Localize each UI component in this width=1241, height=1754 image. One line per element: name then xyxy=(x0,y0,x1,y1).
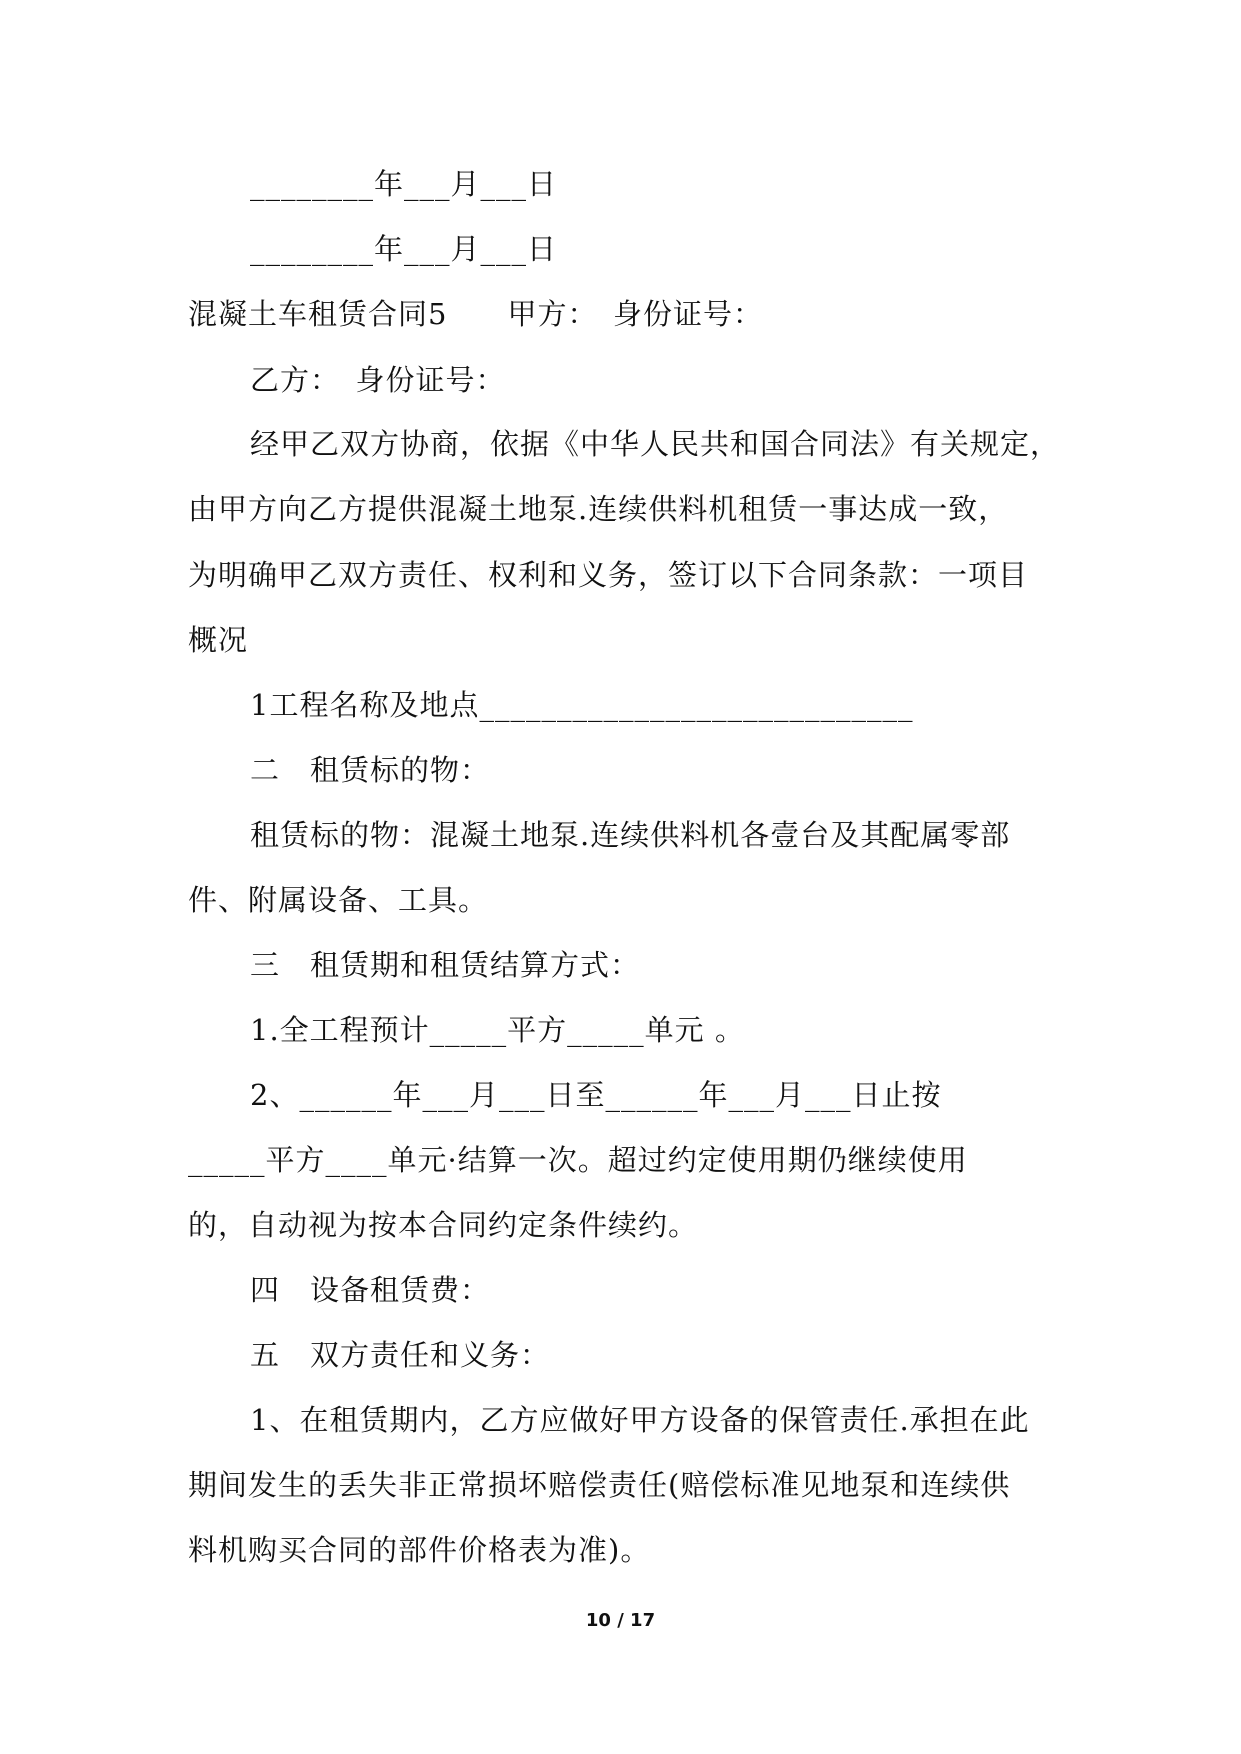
paragraph-line: 2、______年___月___日至______年___月___日止按 xyxy=(250,1078,942,1112)
section-heading: 二 租赁标的物： xyxy=(250,753,491,787)
contract-title-line: 混凝土车租赁合同5 甲方： 身份证号： xyxy=(188,297,763,331)
paragraph-line: 期间发生的丢失非正常损坏赔偿责任(赔偿标准见地泵和连续供 xyxy=(188,1468,1011,1502)
paragraph-line: 料机购买合同的部件价格表为准)。 xyxy=(188,1533,651,1567)
paragraph-line: 租赁标的物：混凝土地泵.连续供料机各壹台及其配属零部 xyxy=(250,818,1011,852)
paragraph-line: 1、在租赁期内，乙方应做好甲方设备的保管责任.承担在此 xyxy=(250,1403,1030,1437)
date-line-1: ________年___月___日 xyxy=(250,167,558,201)
date-line-2: ________年___月___日 xyxy=(250,232,558,266)
paragraph-line: 的，自动视为按本合同约定条件续约。 xyxy=(188,1208,699,1242)
section-heading: 四 设备租赁费： xyxy=(250,1273,491,1307)
paragraph-line: 件、附属设备、工具。 xyxy=(188,883,489,917)
section-heading: 三 租赁期和租赁结算方式： xyxy=(250,948,641,982)
paragraph-line: 由甲方向乙方提供混凝土地泵.连续供料机租赁一事达成一致， xyxy=(188,492,1009,526)
page-number: 10 / 17 xyxy=(585,1610,656,1631)
paragraph-line: 为明确甲乙双方责任、权利和义务，签订以下合同条款：一项目 xyxy=(188,558,1029,592)
paragraph-line: 1.全工程预计_____平方_____单元 。 xyxy=(250,1013,745,1047)
section-heading: 五 双方责任和义务： xyxy=(250,1338,551,1372)
paragraph-line: 经甲乙双方协商，依据《中华人民共和国合同法》有关规定， xyxy=(250,427,1061,461)
paragraph-line: 概况 xyxy=(188,623,249,657)
project-name-line: 1工程名称及地点____________________________ xyxy=(250,688,914,722)
party-b-line: 乙方： 身份证号： xyxy=(250,363,506,397)
paragraph-line: _____平方____单元·结算一次。超过约定使用期仍继续使用 xyxy=(188,1143,968,1177)
